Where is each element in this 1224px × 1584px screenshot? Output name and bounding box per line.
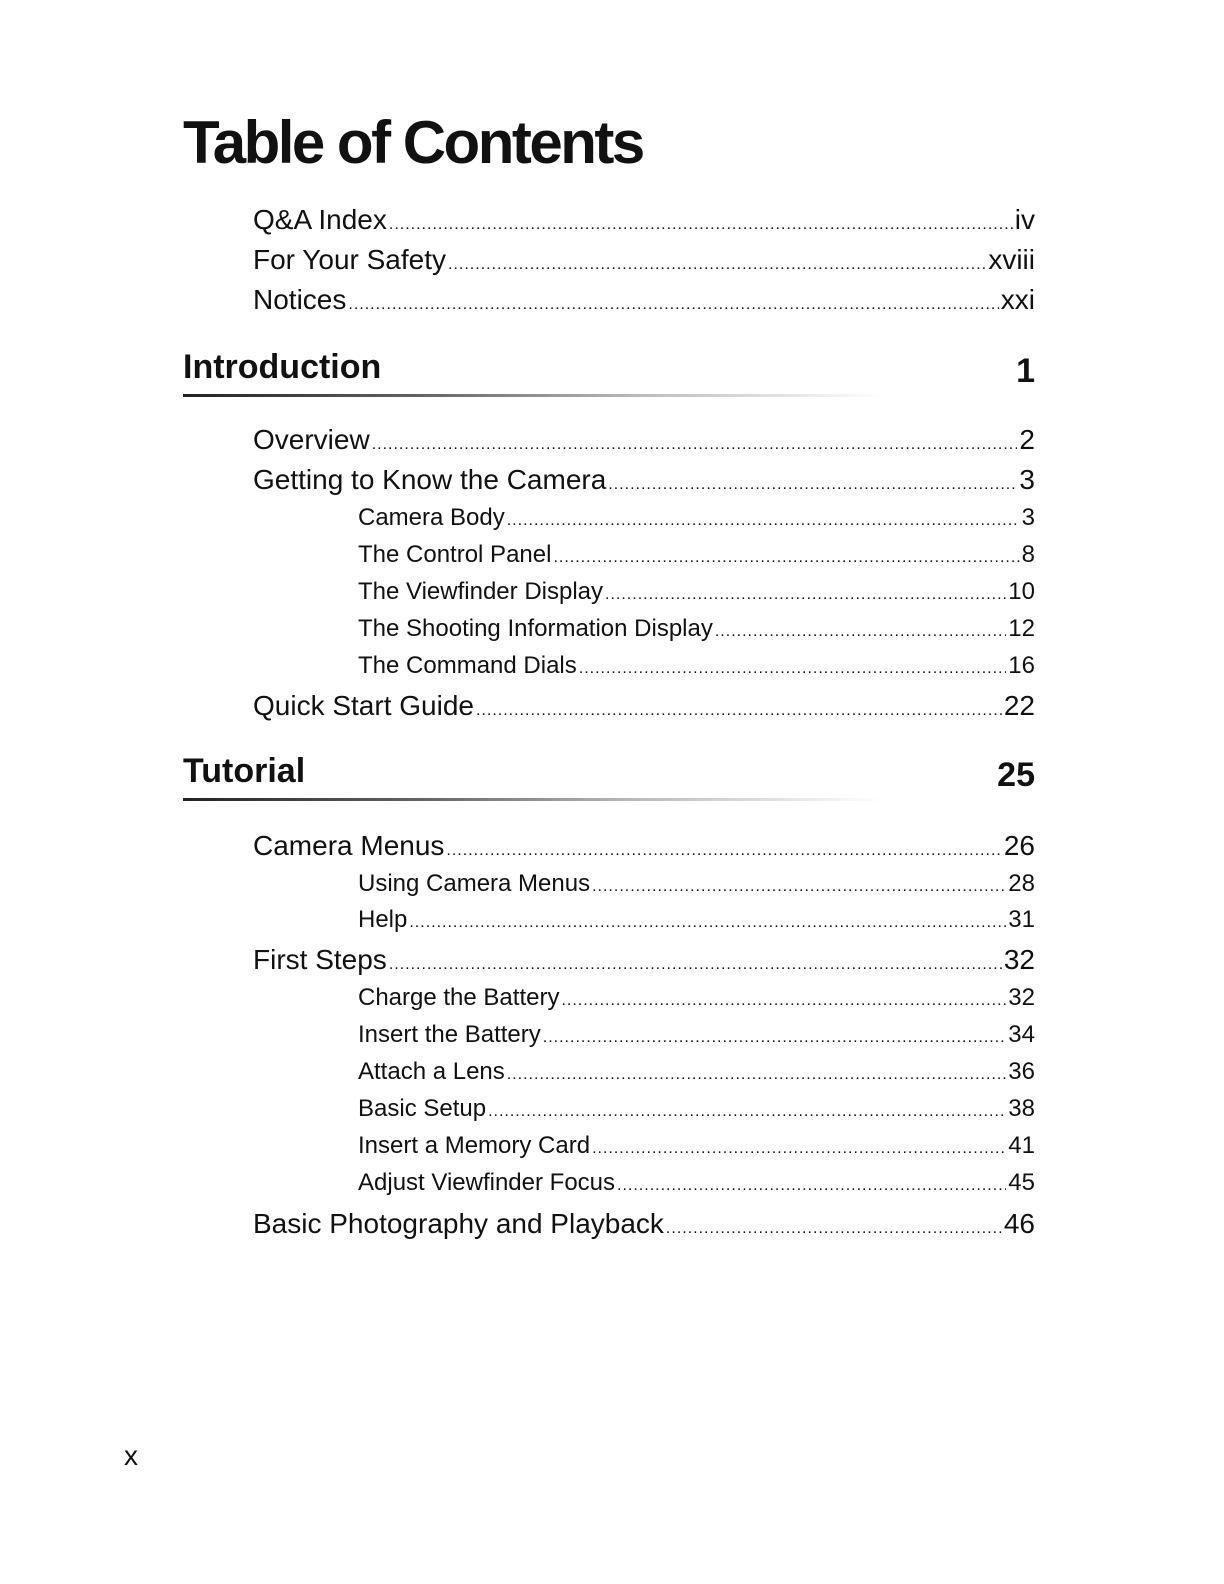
section-heading-tutorial[interactable] [183,752,1035,794]
toc-entry-page: iv [1014,204,1035,235]
toc-entry-insert-memory-card[interactable] [358,1132,1035,1160]
toc-entry-page: 46 [1003,1208,1035,1239]
toc-entry-label: Getting to Know the Camera [253,464,607,495]
dot-leader [715,623,1006,641]
toc-entry-getting-to-know[interactable] [253,464,1035,496]
toc-entry-page: xxi [1000,284,1035,315]
toc-entry-adjust-viewfinder-focus[interactable] [358,1169,1035,1197]
toc-entry-page: 38 [1008,1095,1035,1122]
dot-leader [561,992,1006,1010]
toc-entry-notices[interactable] [253,284,1035,316]
toc-entry-page: 3 [1021,504,1035,531]
toc-entry-label: Quick Start Guide [253,690,474,721]
toc-entry-camera-body[interactable] [358,504,1035,532]
toc-entry-viewfinder-display[interactable] [358,578,1035,606]
toc-entry-basic-photography-playback[interactable] [253,1208,1035,1240]
dot-leader [448,256,986,274]
toc-entry-page: 41 [1008,1132,1035,1159]
dot-leader [372,436,1018,454]
toc-entry-label: For Your Safety [253,244,447,275]
dot-leader [608,476,1017,494]
toc-entry-first-steps[interactable] [253,944,1035,976]
dot-leader [617,1177,1006,1195]
toc-entry-label: Basic Photography and Playback [253,1208,664,1239]
dot-leader [409,914,1006,932]
toc-entry-command-dials[interactable] [358,652,1035,680]
dot-leader [592,878,1006,896]
toc-entry-label: The Command Dials [358,652,577,679]
toc-entry-for-your-safety[interactable] [253,244,1035,276]
dot-leader [507,1066,1007,1084]
section-heading-introduction[interactable] [183,348,1035,390]
toc-entry-label: Camera Menus [253,830,445,861]
page-number: x [124,1440,138,1471]
toc-entry-label: Insert a Memory Card [358,1132,591,1159]
toc-entry-page: 26 [1003,830,1035,861]
toc-entry-page: 16 [1008,652,1035,679]
toc-entry-label: Help [358,906,408,933]
toc-entry-help[interactable] [358,906,1035,934]
toc-entry-page: 34 [1008,1021,1035,1048]
dot-leader [389,216,1013,234]
dot-leader [507,512,1020,530]
toc-entry-label: Attach a Lens [358,1058,505,1085]
toc-entry-qa-index[interactable] [253,204,1035,236]
toc-entry-page: 12 [1008,615,1035,642]
dot-leader [348,296,998,314]
toc-entry-page: 3 [1019,464,1035,495]
toc-entry-label: Overview [253,424,370,455]
toc-entry-basic-setup[interactable] [358,1095,1035,1123]
toc-entry-label: Adjust Viewfinder Focus [358,1169,616,1196]
toc-entry-page: 32 [1008,984,1035,1011]
toc-entry-label: Basic Setup [358,1095,487,1122]
toc-entry-label: The Shooting Information Display [358,615,713,642]
toc-entry-quick-start-guide[interactable] [253,690,1035,722]
toc-entry-charge-battery[interactable] [358,984,1035,1012]
dot-leader [553,549,1019,567]
toc-entry-label: Using Camera Menus [358,870,591,897]
dot-leader [488,1103,1006,1121]
toc-entry-label: The Control Panel [358,541,552,568]
toc-entry-page: 32 [1003,944,1035,975]
dot-leader [579,660,1007,678]
toc-entry-label: The Viewfinder Display [358,578,604,605]
toc-entry-label: Q&A Index [253,204,387,235]
toc-entry-page: 22 [1003,690,1035,721]
section-page: 25 [997,756,1035,794]
toc-entry-attach-lens[interactable] [358,1058,1035,1086]
dot-leader [476,702,1002,720]
toc-entry-label: Insert the Battery [358,1021,541,1048]
toc-entry-using-camera-menus[interactable] [358,870,1035,898]
dot-leader [389,956,1002,974]
toc-entry-page: 2 [1019,424,1035,455]
section-divider [183,798,883,801]
dot-leader [666,1220,1002,1238]
dot-leader [446,842,1001,860]
section-divider [183,394,883,397]
toc-entry-page: 10 [1008,578,1035,605]
toc-entry-page: 28 [1008,870,1035,897]
toc-entry-label: Camera Body [358,504,505,531]
toc-entry-control-panel[interactable] [358,541,1035,569]
section-title: Tutorial [183,752,306,790]
toc-entry-label: First Steps [253,944,387,975]
toc-entry-label: Notices [253,284,347,315]
section-title: Introduction [183,348,382,386]
toc-entry-page: 8 [1021,541,1035,568]
dot-leader [605,586,1006,604]
toc-entry-page: xviii [988,244,1035,275]
toc-entry-page: 31 [1008,906,1035,933]
toc-entry-overview[interactable] [253,424,1035,456]
section-page: 1 [1016,352,1035,390]
toc-entry-page: 36 [1008,1058,1035,1085]
toc-entry-camera-menus[interactable] [253,830,1035,862]
toc-entry-label: Charge the Battery [358,984,560,1011]
toc-entry-shooting-info-display[interactable] [358,615,1035,643]
dot-leader [543,1029,1007,1047]
toc-entry-page: 45 [1008,1169,1035,1196]
dot-leader [592,1140,1006,1158]
page-title: Table of Contents [183,109,643,176]
toc-entry-insert-battery[interactable] [358,1021,1035,1049]
